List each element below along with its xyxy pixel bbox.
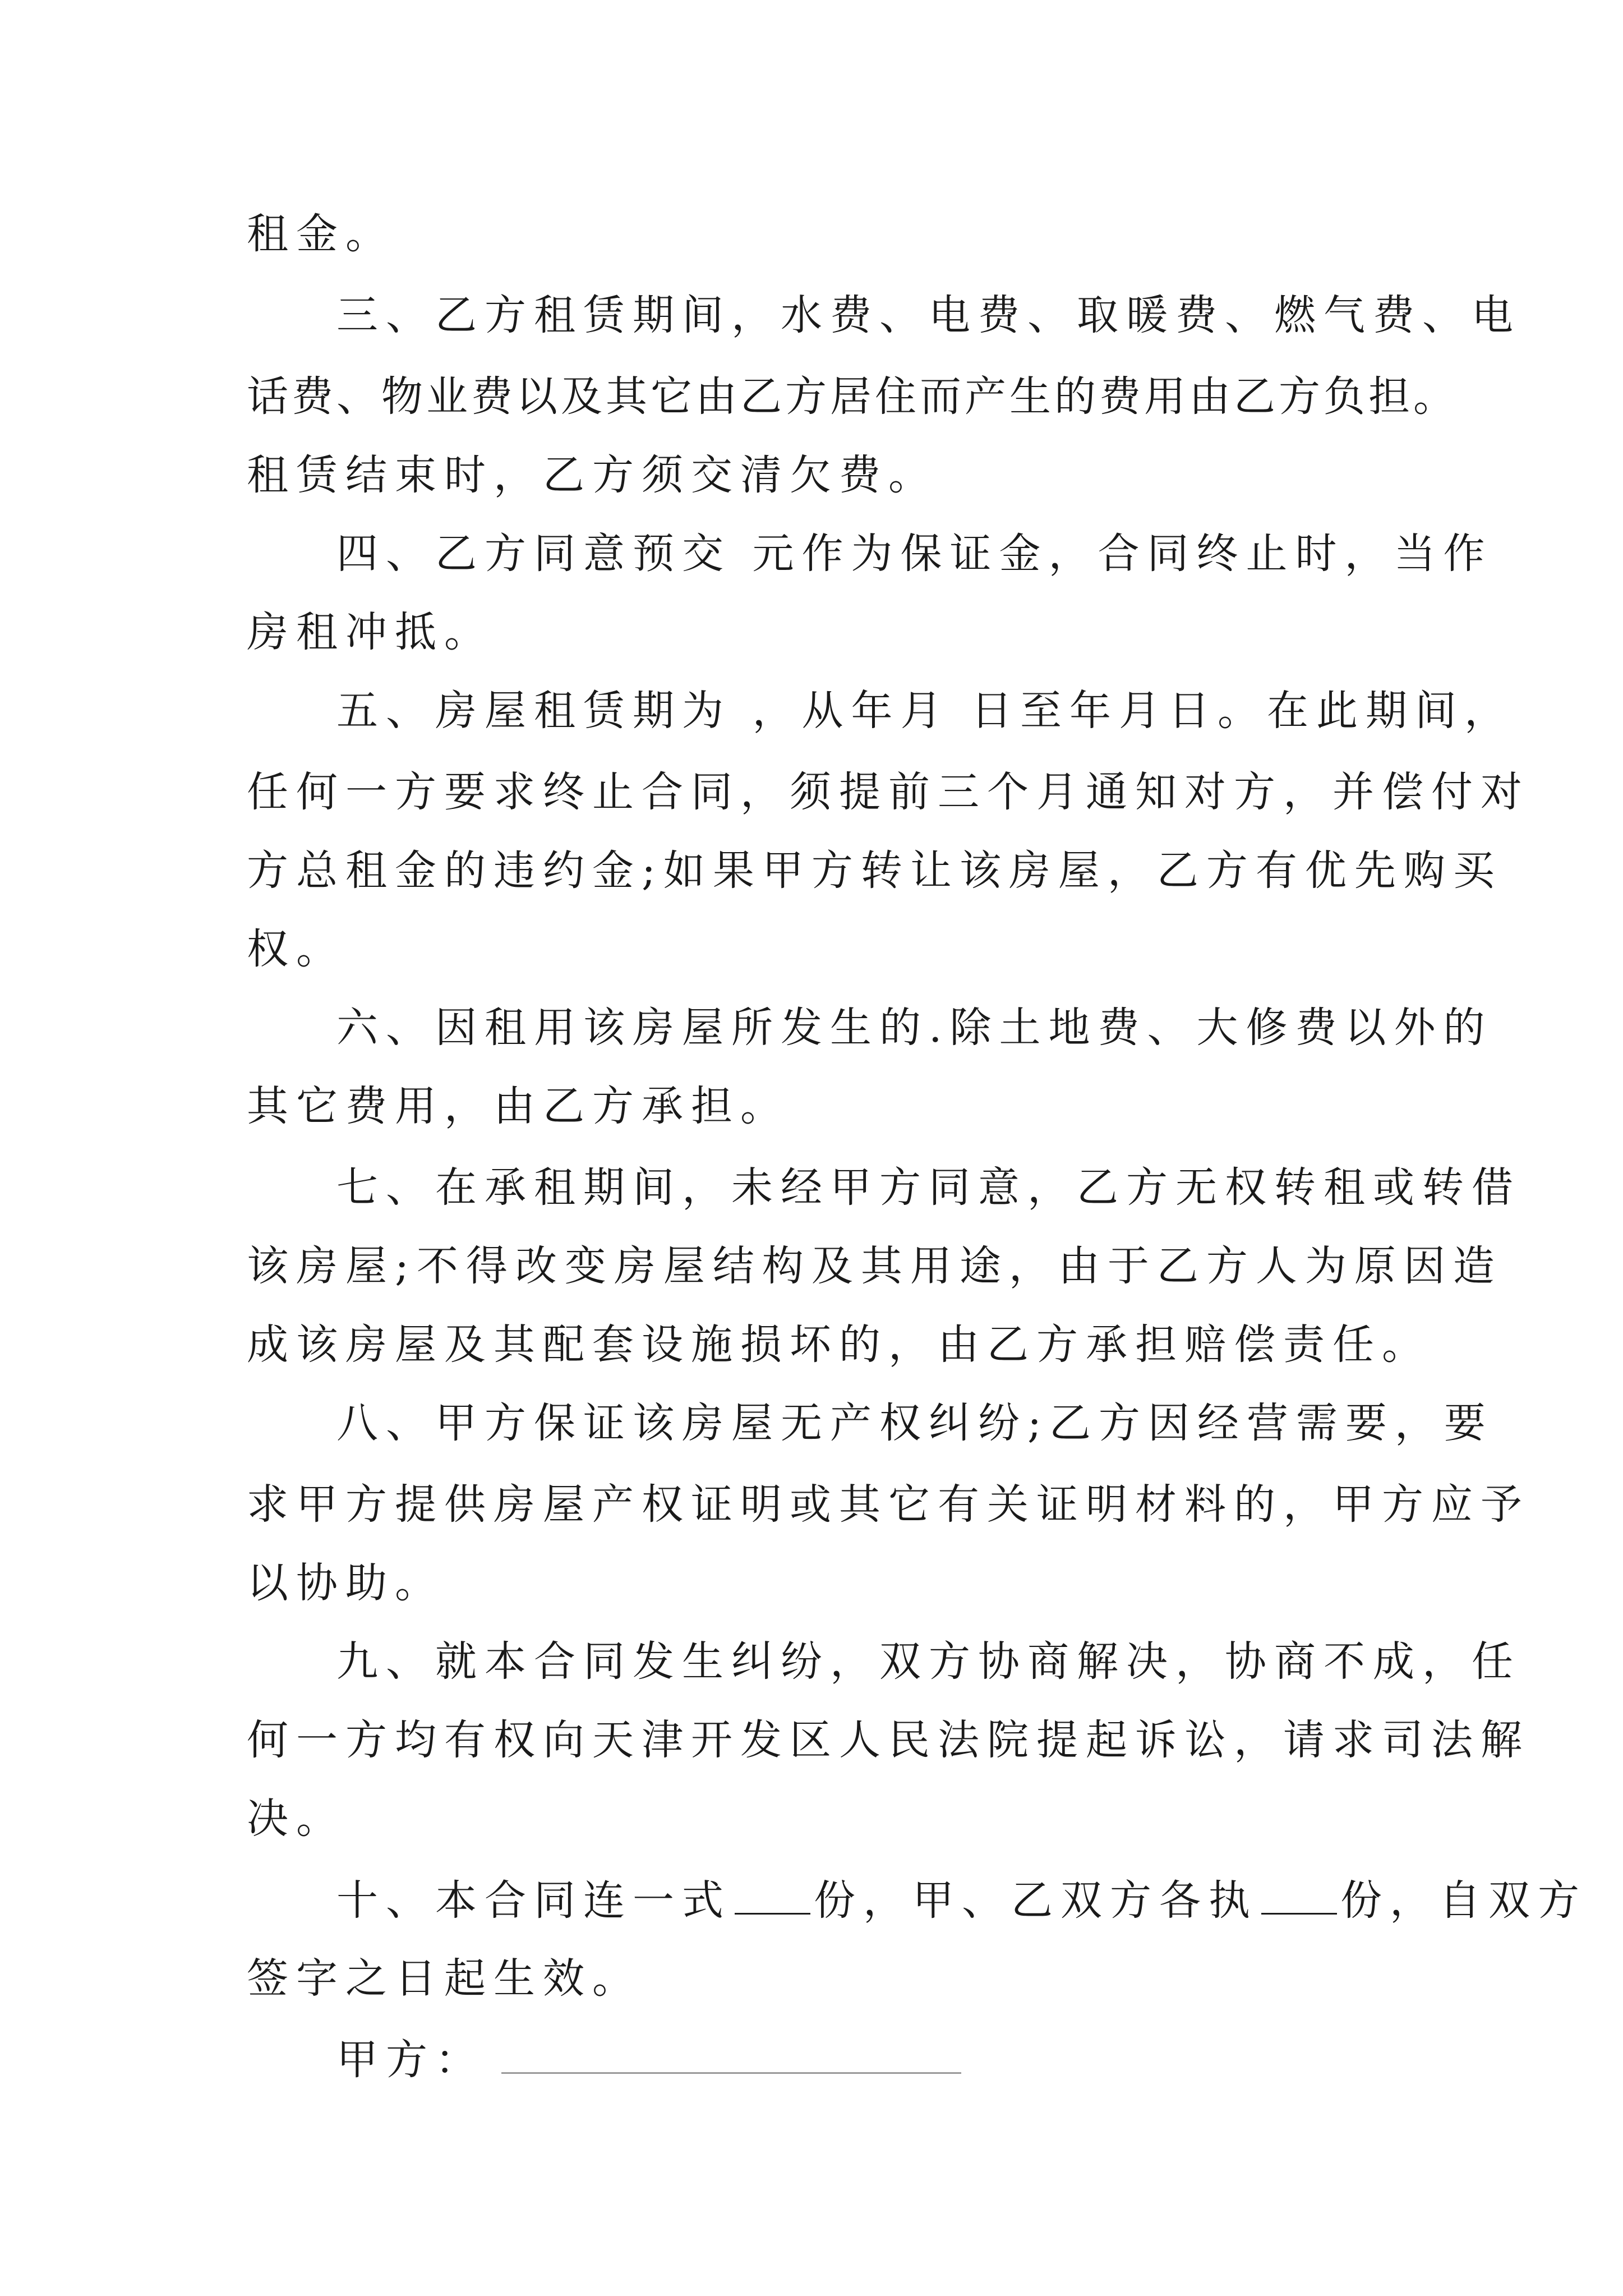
text-line: 方总租金的违约金;如果甲方转让该房屋，乙方有优先购买	[247, 846, 1502, 895]
clause-ten-text: 份，自双方	[1340, 1876, 1587, 1925]
text-line: 房租冲抵。	[247, 608, 494, 656]
text-line: 四、乙方同意预交 元作为保证金，合同终止时，当作	[336, 530, 1493, 578]
clause-ten-line	[336, 1876, 1587, 1925]
text-line: 八、甲方保证该房屋无产权纠纷;乙方因经营需要，要	[336, 1399, 1493, 1447]
text-line: 九、就本合同发生纠纷，双方协商解决，协商不成，任	[336, 1637, 1521, 1686]
text-line: 五、房屋租赁期为 ，从年月 日至年月日。在此期间，	[336, 687, 1514, 735]
copies-each-blank[interactable]	[1261, 1879, 1337, 1915]
text-line: 权。	[247, 925, 345, 973]
clause-ten-text: 十、本合同连一式	[336, 1876, 731, 1925]
party-a-label: 甲方：	[336, 2036, 485, 2084]
text-line: 六、因租用该房屋所发生的.除土地费、大修费以外的	[336, 1004, 1493, 1052]
text-line: 该房屋;不得改变房屋结构及其用途，由于乙方人为原因造	[247, 1242, 1502, 1290]
text-line: 成该房屋及其配套设施损坏的，由乙方承担赔偿责任。	[247, 1320, 1431, 1369]
text-line: 以协助。	[247, 1559, 444, 1607]
copies-total-blank[interactable]	[735, 1879, 810, 1915]
text-line: 签字之日起生效。	[247, 1954, 642, 2003]
text-line: 三、乙方租赁期间，水费、电费、取暖费、燃气费、电	[336, 291, 1521, 339]
text-line: 何一方均有权向天津开发区人民法院提起诉讼，请求司法解	[247, 1716, 1530, 1764]
text-line: 求甲方提供房屋产权证明或其它有关证明材料的，甲方应予	[247, 1480, 1530, 1529]
party-a-signature-line[interactable]	[501, 2041, 961, 2074]
text-line: 七、在承租期间，未经甲方同意，乙方无权转租或转借	[336, 1163, 1521, 1212]
text-line: 其它费用，由乙方承担。	[247, 1082, 790, 1130]
signature-row	[336, 2036, 961, 2084]
text-line: 租赁结束时，乙方须交清欠费。	[247, 451, 938, 499]
clause-ten-text: 份，甲、乙双方各执	[814, 1876, 1258, 1925]
text-line: 任何一方要求终止合同，须提前三个月通知对方，并偿付对	[247, 768, 1530, 816]
text-line: 租金。	[247, 210, 395, 258]
text-line: 决。	[247, 1795, 345, 1843]
text-line: 话费、物业费以及其它由乙方居住而产生的费用由乙方负担。	[247, 372, 1458, 421]
